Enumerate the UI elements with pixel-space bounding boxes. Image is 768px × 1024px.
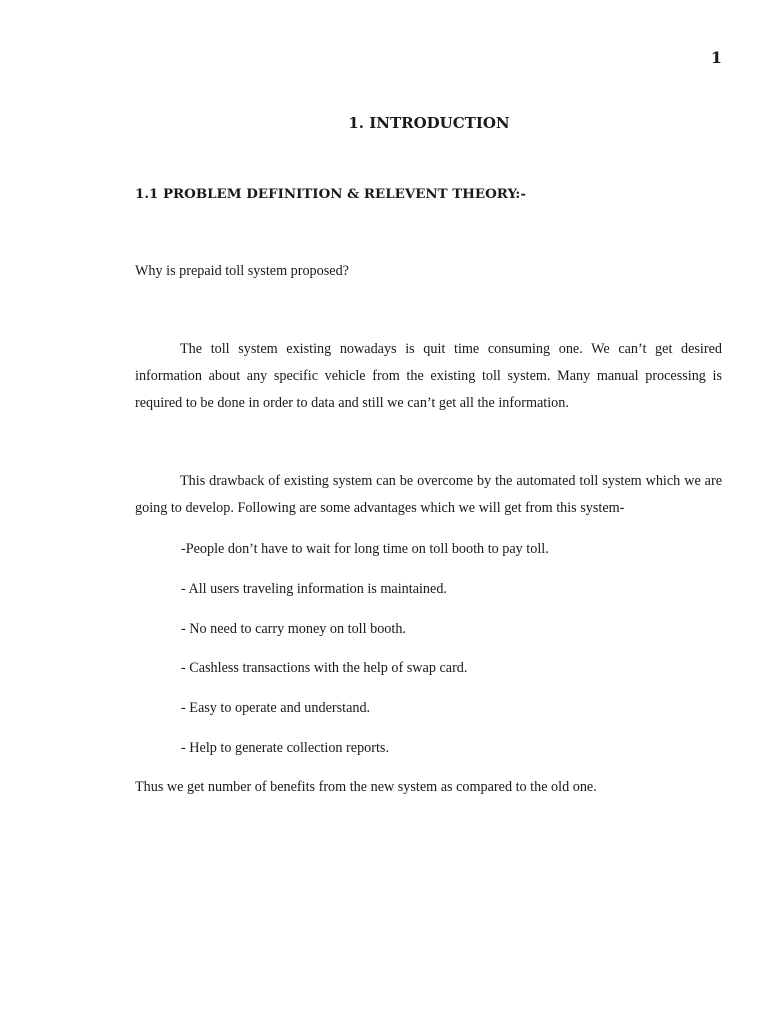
list-item: - No need to carry money on toll booth. [181,620,406,637]
paragraph-existing-system: The toll system existing nowadays is quit time consuming one. We can’t get desired information about any specific vehicle from the existing toll system. Many manual processing is required to be done in order to data and still we can’t get all the information. [135,341,722,411]
list-item: - Easy to operate and understand. [181,700,371,717]
list-item: - Help to generate collection reports. [181,739,389,756]
list-item: -People don’t have to wait for long time on toll booth to pay toll. [181,541,549,557]
section-heading: 1.1 PROBLEM DEFINITION & RELEVENT THEORY:- [135,186,526,202]
list-item: - All users traveling information is maintained. [181,580,447,597]
page-number: 1 [710,48,722,67]
chapter-title: 1. INTRODUCTION [348,114,510,132]
paragraph-proposed-system: This drawback of existing system can be overcome by the automated toll system which we are going to develop. Following are some advantages which we will get from this system- [135,473,722,516]
advantages-list [181,537,549,776]
question-text: Why is prepaid toll system proposed? [135,263,349,279]
list-item: - Cashless transactions with the help of swap card. [181,660,468,677]
conclusion-text: Thus we get number of benefits from the new system as compared to the old one. [135,779,597,795]
